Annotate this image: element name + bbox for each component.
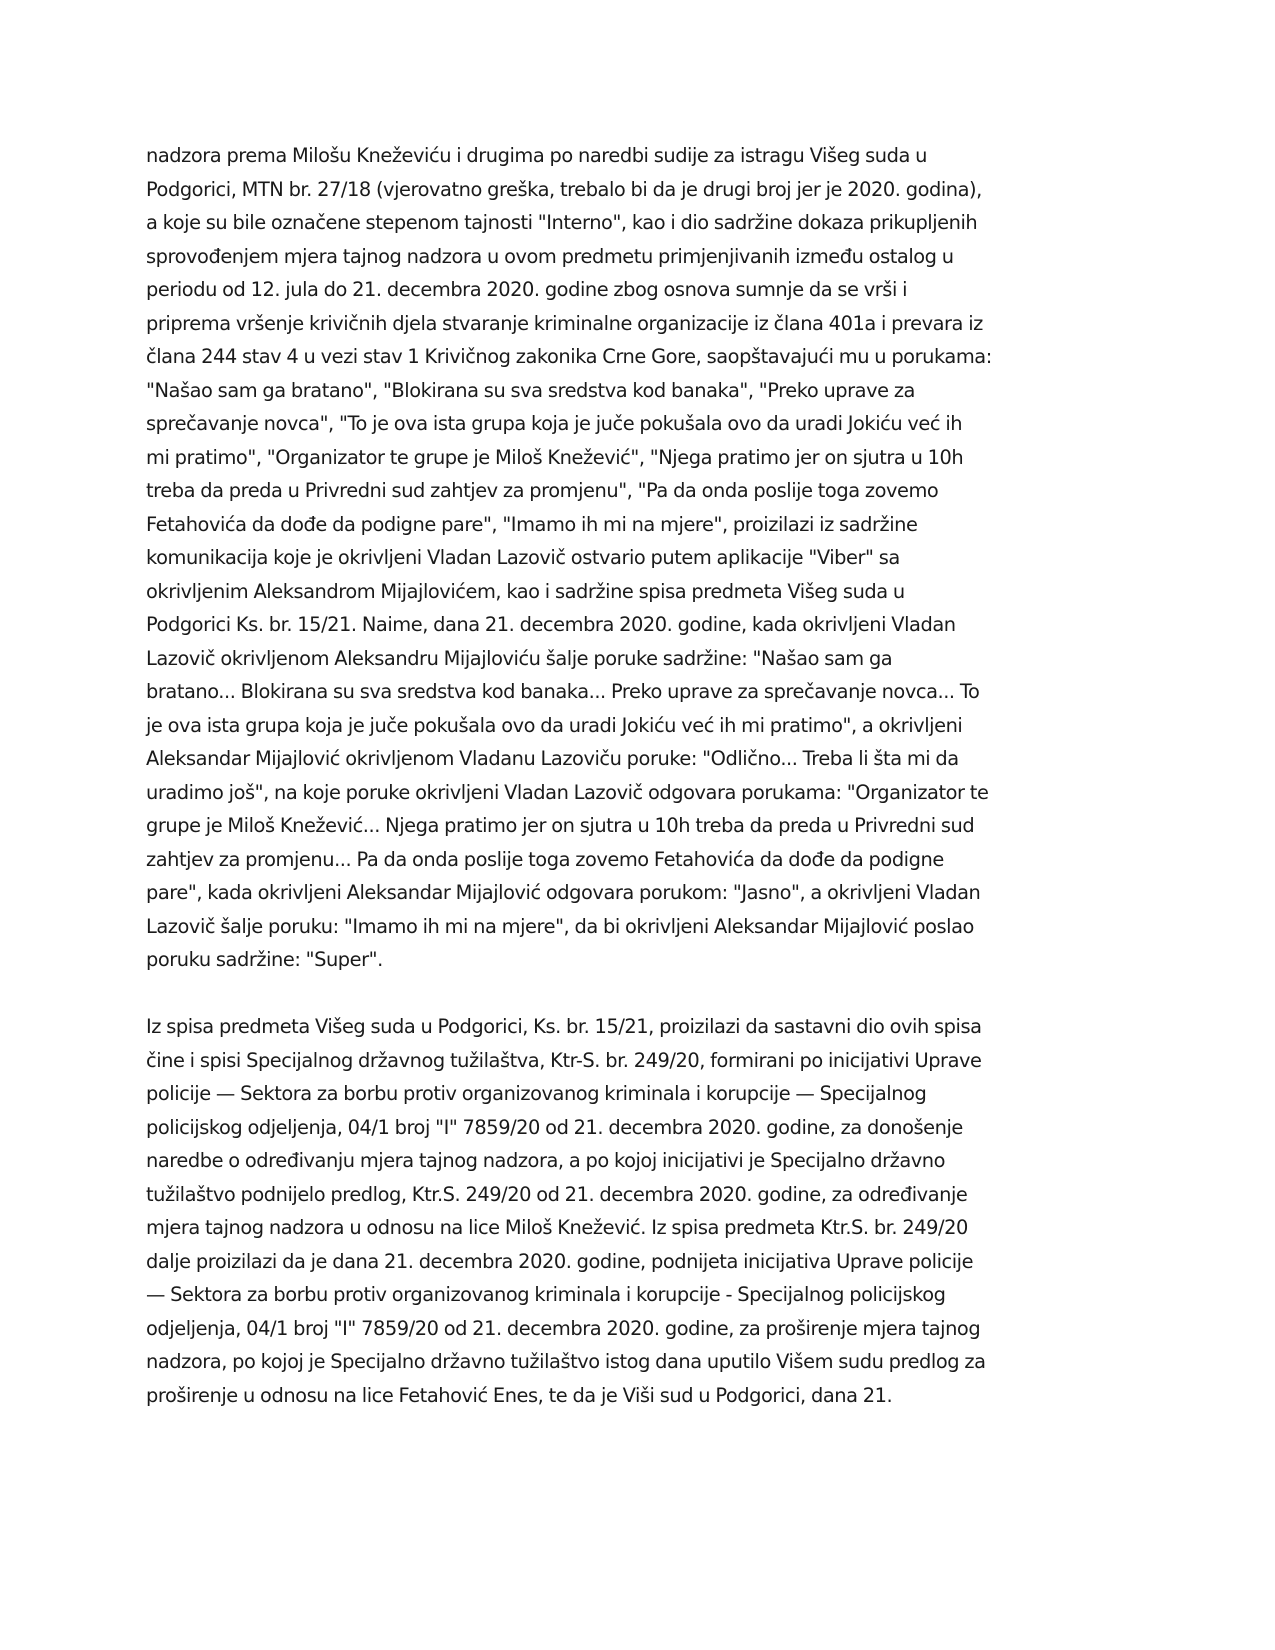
text-line: mjera tajnog nadzora u odnosu na lice Miloš Knežević. Iz spisa predmeta Ktr.S. br. 249/20	[146, 1216, 968, 1239]
text-line: sprečavanje novca", "To je ova ista grupa koja je juče pokušala ovo da uradi Jokiću već ih	[146, 412, 963, 435]
text-line: naredbe o određivanju mjera tajnog nadzora, a po kojoj inicijativi je Specijalno državno	[146, 1149, 946, 1172]
text-line: člana 244 stav 4 u vezi stav 1 Krivičnog zakonika Crne Gore, saopštavajući mu u porukama:	[146, 345, 992, 368]
text-line: "Našao sam ga bratano", "Blokirana su sva sredstva kod banaka", "Preko uprave za	[146, 378, 915, 402]
text-line: — Sektora za borbu protiv organizovanog kriminala i korupcije - Specijalnog policijskog	[146, 1283, 946, 1306]
text-line: grupe je Miloš Knežević... Njega pratimo jer on sjutra u 10h treba da preda u Privredni sud	[146, 814, 975, 837]
text-line: priprema vršenje krivičnih djela stvaranje kriminalne organizacije iz člana 401a i prevara iz	[146, 311, 983, 335]
text-line: odjeljenja, 04/1 broj "I" 7859/20 od 21. decembra 2020. godine, za proširenje mjera tajnog	[146, 1316, 981, 1340]
text-line: bratano... Blokirana su sva sredstva kod banaka... Preko uprave za sprečavanje novca... To	[146, 680, 980, 703]
text-line: treba da preda u Privredni sud zahtjev za promjenu", "Pa da onda poslije toga zovemo	[146, 479, 939, 502]
text-line: nadzora, po kojoj je Specijalno državno tužilaštvo istog dana uputilo Višem sudu predlog za	[146, 1350, 986, 1373]
text-line: Lazovič šalje poruku: "Imamo ih mi na mjere", da bi okrivljeni Aleksandar Mijajlović poslao	[146, 914, 974, 938]
paragraph-surveillance-messages	[146, 139, 1136, 977]
paragraph-case-files	[146, 1010, 1136, 1412]
text-line: policijskog odjeljenja, 04/1 broj "I" 7859/20 od 21. decembra 2020. godine, za donošenje	[146, 1115, 963, 1139]
text-line: nadzora prema Milošu Kneževiću i drugima po naredbi sudije za istragu Višeg suda u	[146, 144, 927, 167]
text-line: Aleksandar Mijajlović okrivljenom Vladanu Lazoviču poruke: "Odlično... Treba li šta mi da	[146, 747, 959, 770]
text-line: zahtjev za promjenu... Pa da onda poslije toga zovemo Fetahovića da dođe da podigne	[146, 847, 944, 871]
text-line: mi pratimo", "Organizator te grupe je Miloš Knežević", "Njega pratimo jer on sjutra u 10h	[146, 445, 964, 469]
text-line: komunikacija koje je okrivljeni Vladan Lazovič ostvario putem aplikacije "Viber" sa	[146, 546, 900, 569]
text-line: a koje su bile označene stepenom tajnosti "Interno", kao i dio sadržine dokaza prikupljenih	[146, 211, 978, 234]
text-line: proširenje u odnosu na lice Fetahović Enes, te da je Viši sud u Podgorici, dana 21.	[146, 1383, 893, 1407]
text-line: poruku sadržine: "Super".	[146, 948, 383, 971]
text-line: Podgorici Ks. br. 15/21. Naime, dana 21. decembra 2020. godine, kada okrivljeni Vladan	[146, 613, 956, 636]
text-line: periodu od 12. jula do 21. decembra 2020. godine zbog osnova sumnje da se vrši i	[146, 278, 908, 301]
text-line: Fetahovića da dođe da podigne pare", "Imamo ih mi na mjere", proizilazi iz sadržine	[146, 512, 918, 536]
text-line: Podgorici, MTN br. 27/18 (vjerovatno greška, trebalo bi da je drugi broj jer je 2020. godina),	[146, 177, 982, 201]
text-line: pare", kada okrivljeni Aleksandar Mijajlović odgovara porukom: "Jasno", a okrivljeni Vladan	[146, 881, 981, 904]
text-line: je ova ista grupa koja je juče pokušala ovo da uradi Jokiću već ih mi pratimo", a okrivljeni	[146, 713, 963, 737]
text-line: okrivljenim Aleksandrom Mijajlovićem, kao i sadržine spisa predmeta Višeg suda u	[146, 579, 905, 603]
document-body	[146, 139, 1136, 1412]
text-line: sprovođenjem mjera tajnog nadzora u ovom predmetu primjenjivanih između ostalog u	[146, 244, 954, 268]
text-line: policije — Sektora za borbu protiv organizovanog kriminala i korupcije — Specijalnog	[146, 1082, 927, 1105]
text-line: uradimo još", na koje poruke okrivljeni Vladan Lazovič odgovara porukama: "Organizator te	[146, 780, 989, 804]
text-line: Iz spisa predmeta Višeg suda u Podgorici, Ks. br. 15/21, proizilazi da sastavni dio ovih spisa	[146, 1015, 982, 1038]
text-line: Lazovič okrivljenom Aleksandru Mijajloviću šalje poruke sadržine: "Našao sam ga	[146, 646, 893, 670]
text-line: dalje proizilazi da je dana 21. decembra 2020. godine, podnijeta inicijativa Uprave policije	[146, 1249, 974, 1273]
text-line: tužilaštvo podnijelo predlog, Ktr.S. 249/20 od 21. decembra 2020. godine, za određivanje	[146, 1182, 968, 1206]
text-line: čine i spisi Specijalnog državnog tužilaštva, Ktr-S. br. 249/20, formirani po inicijativi Uprave	[146, 1048, 982, 1072]
